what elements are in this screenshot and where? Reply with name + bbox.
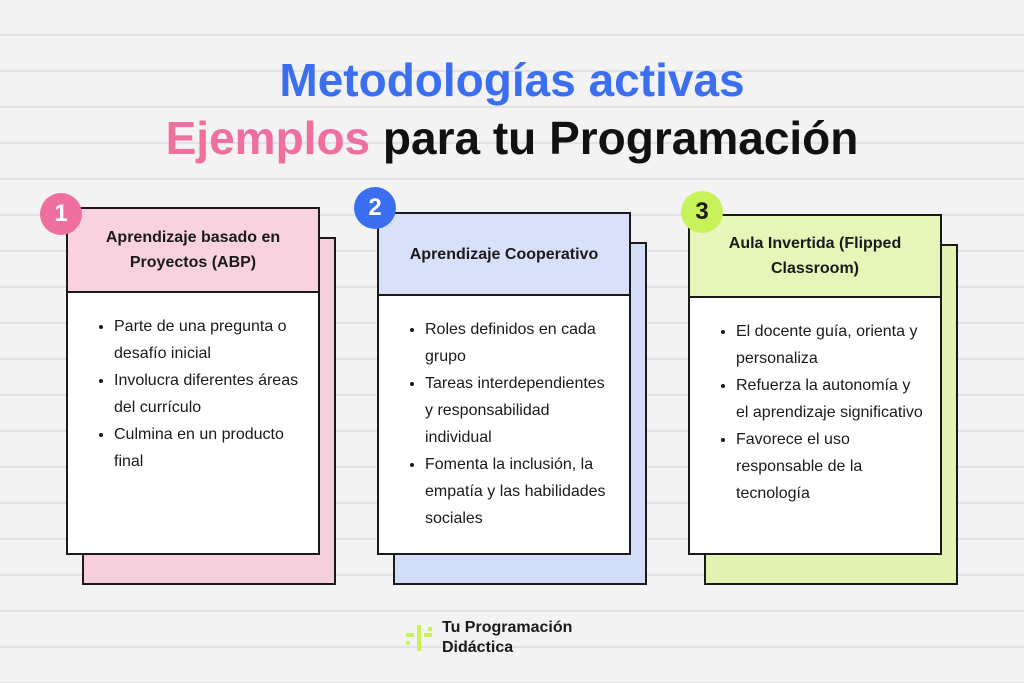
list-item: • Tareas interdependientes y responsabilidad individual xyxy=(425,370,615,451)
card-body xyxy=(688,214,942,555)
list-item: • Parte de una pregunta o desafío inicial xyxy=(114,313,304,367)
brand-logo xyxy=(402,618,572,658)
card-list xyxy=(379,296,629,532)
list-item: • Refuerza la autonomía y el aprendizaje significativo xyxy=(736,372,926,426)
title-line-1: Metodologías activas xyxy=(279,54,745,106)
number-badge-1: 1 xyxy=(40,193,82,235)
brand-line-2: Didáctica xyxy=(442,639,514,656)
number-badge-2: 2 xyxy=(354,187,396,229)
number-badge-3: 3 xyxy=(681,191,723,233)
card-body xyxy=(66,207,320,555)
title-line-2 xyxy=(0,110,1024,166)
list-item: • Involucra diferentes áreas del currículo xyxy=(114,367,304,421)
card-title: Aprendizaje basado en Proyectos (ABP) xyxy=(68,209,318,293)
card-body xyxy=(377,212,631,555)
sprout-logo-icon xyxy=(402,621,436,655)
brand-line-1: Tu Programación xyxy=(442,619,573,636)
card-list xyxy=(690,298,940,507)
title-highlight: Ejemplos xyxy=(165,112,371,164)
list-item: • Favorece el uso responsable de la tecnología xyxy=(736,426,926,507)
list-item: • Culmina en un producto final xyxy=(114,421,304,475)
card-title: Aprendizaje Cooperativo xyxy=(379,214,629,296)
list-item: • Roles definidos en cada grupo xyxy=(425,316,615,370)
card-list xyxy=(68,293,318,475)
card-title: Aula Invertida (Flipped Classroom) xyxy=(690,216,940,298)
title-rest: para tu Programación xyxy=(370,112,859,164)
list-item: • Fomenta la inclusión, la empatía y las habilidades sociales xyxy=(425,451,615,532)
brand-name xyxy=(442,618,572,658)
list-item: • El docente guía, orienta y personaliza xyxy=(736,318,926,372)
